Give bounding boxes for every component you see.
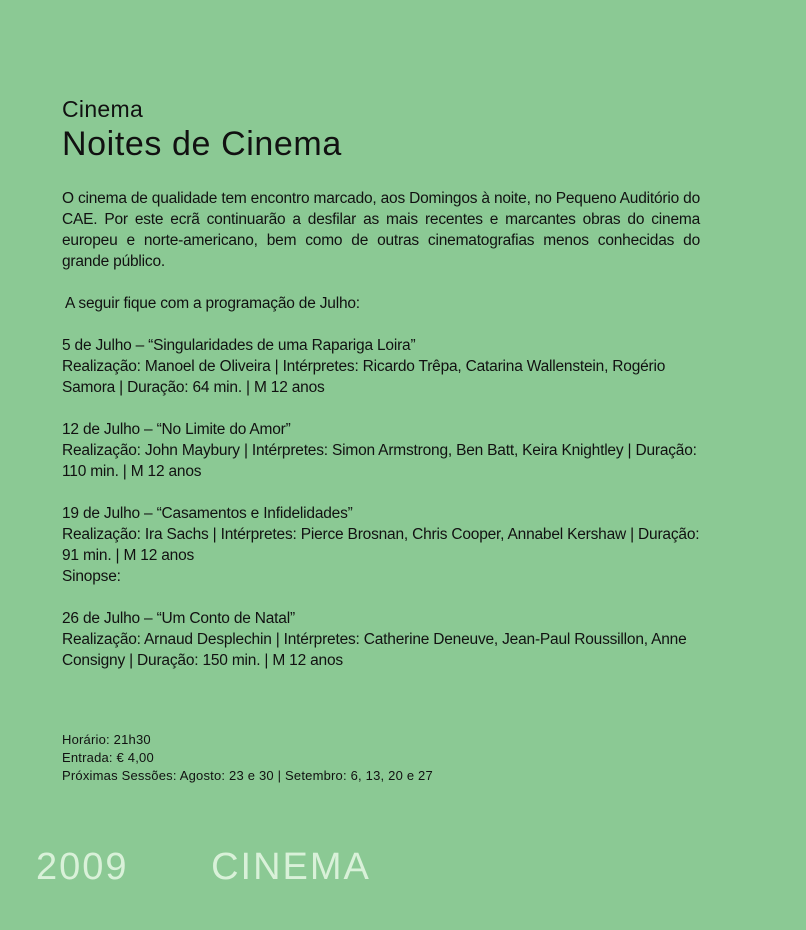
- footer-year: 2009: [36, 846, 129, 888]
- film-entry-1: [62, 335, 700, 398]
- film-heading: 26 de Julho – “Um Conto de Natal”: [62, 610, 295, 627]
- main-content: [62, 96, 700, 671]
- section-category: Cinema: [62, 96, 144, 122]
- film-entry-2: [62, 419, 700, 482]
- film-details: Realização: John Maybury | Intérpretes: Simon Armstrong, Ben Batt, Keira Knightley | Duração: 110 min. | M 12 anos: [62, 442, 697, 480]
- film-heading: 12 de Julho – “No Limite do Amor”: [62, 421, 291, 438]
- film-entry-4: [62, 608, 700, 671]
- film-details: Realização: Manoel de Oliveira | Intérpretes: Ricardo Trêpa, Catarina Wallenstein, Rogério Samora | Duração: 64 min. | M 12 anos: [62, 358, 666, 396]
- film-synopsis-label: Sinopse:: [62, 568, 121, 585]
- film-entry-3: [62, 503, 700, 587]
- next-sessions-text: Próximas Sessões: Agosto: 23 e 30 | Setembro: 6, 13, 20 e 27: [62, 768, 433, 783]
- film-heading: 5 de Julho – “Singularidades de uma Rapariga Loira”: [62, 337, 416, 354]
- session-info: [62, 731, 433, 785]
- intro-paragraph: O cinema de qualidade tem encontro marcado, aos Domingos à noite, no Pequeno Auditório do CAE. Por este ecrã continuarão a desfilar as mais recentes e marcantes obras do cinema europeu e norte-americano, bem como de outras cinematografias menos conhecidas do grande público.: [62, 190, 700, 270]
- entry-price-text: Entrada: € 4,00: [62, 750, 154, 765]
- film-heading: 19 de Julho – “Casamentos e Infidelidades”: [62, 505, 353, 522]
- page-footer: [36, 845, 371, 889]
- footer-section: CINEMA: [211, 846, 371, 888]
- film-details: Realização: Arnaud Desplechin | Intérpretes: Catherine Deneuve, Jean-Paul Roussillon, Anne Consigny | Duração: 150 min. | M 12 anos: [62, 631, 687, 669]
- programme-lead: A seguir fique com a programação de Julho:: [65, 295, 360, 312]
- film-details: Realização: Ira Sachs | Intérpretes: Pierce Brosnan, Chris Cooper, Annabel Kershaw | Duração: 91 min. | M 12 anos: [62, 526, 700, 564]
- page-title: Noites de Cinema: [62, 125, 342, 163]
- schedule-text: Horário: 21h30: [62, 732, 151, 747]
